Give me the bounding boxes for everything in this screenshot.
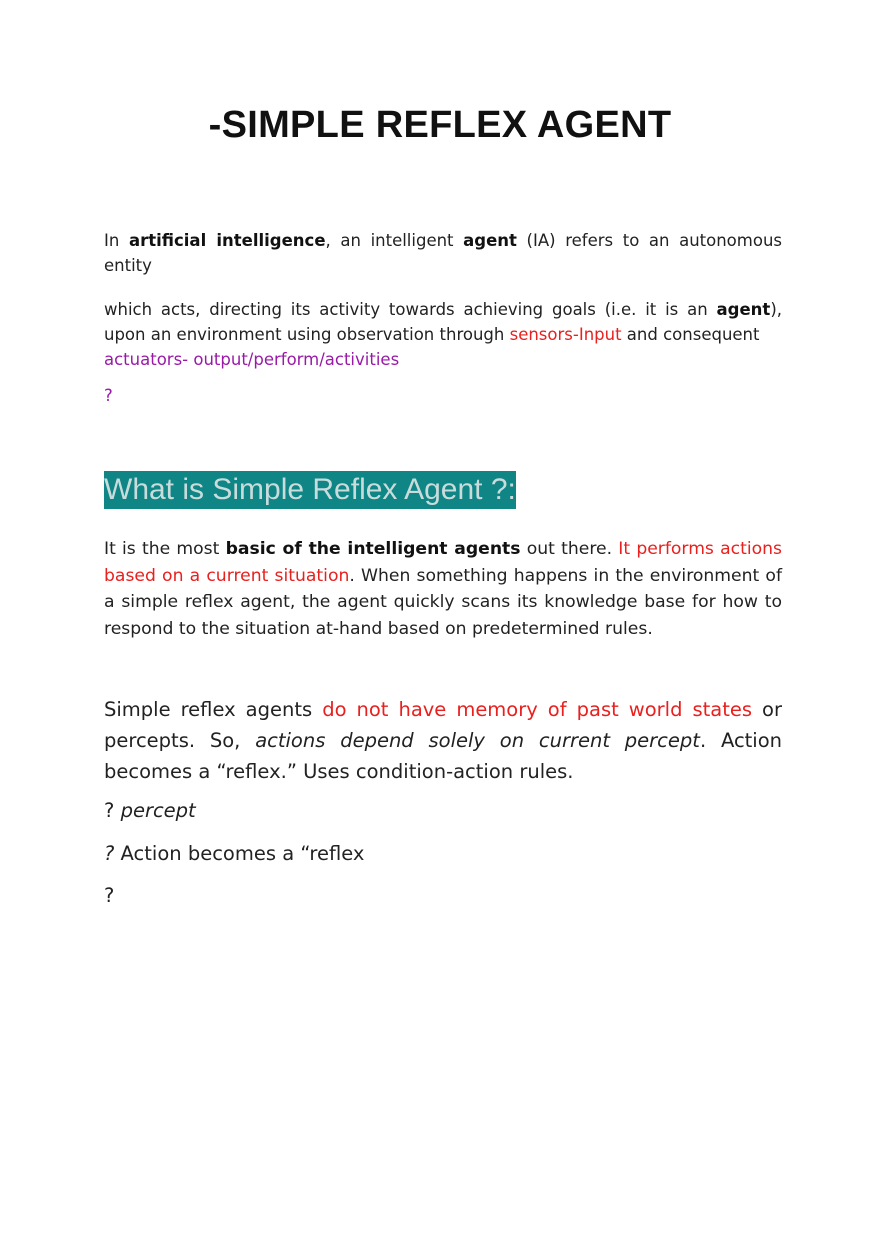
line-action-reflex [104, 840, 364, 868]
intro-paragraph-1 [104, 228, 782, 278]
text-run: ), upon an environment using observation through [104, 300, 782, 344]
line-percept [104, 797, 196, 825]
text-run: Simple reflex agents [104, 698, 323, 721]
text-run: It is the most [104, 539, 226, 559]
italic-current-percept: actions depend solely on current percept [255, 729, 700, 752]
bold-term-artificial-intelligence: artificial intelligence [128, 231, 326, 250]
text-run: . When something happens in the environment of a simple reflex agent, the agent quickly scans its knowledge base for how to respond to the situation at-hand based on predetermined rules. [104, 565, 782, 639]
line-question-mark: ? [104, 884, 115, 907]
highlight-current-situation: It performs actions based on a current situation [104, 539, 782, 586]
text-run: out there. [520, 539, 619, 559]
text-run: or percepts. So, [104, 698, 782, 752]
question-mark: ? [104, 386, 113, 405]
bold-term-agent: agent [716, 300, 771, 319]
text-run: Action becomes a “reflex [114, 842, 365, 865]
text-run: In [104, 231, 129, 250]
body-paragraph-2 [104, 694, 782, 787]
text-run: and consequent [621, 325, 760, 344]
highlight-actuators-output: actuators- output/perform/activities [104, 350, 400, 369]
italic-percept: percept [120, 799, 196, 822]
highlight-sensors-input: sensors-Input [509, 325, 622, 344]
bold-term-agent: agent [463, 231, 517, 250]
text-run: , an intelligent [325, 231, 464, 250]
text-run: ? [104, 799, 121, 822]
text-run: which acts, directing its activity towards achieving goals (i.e. it is an [104, 300, 717, 319]
bold-term-basic-agents: basic of the intelligent agents [225, 539, 521, 559]
section-heading: What is Simple Reflex Agent ?: [104, 471, 516, 509]
text-run: . Action becomes a “reflex.” Uses condition-action rules. [104, 729, 783, 783]
page-title: -SIMPLE REFLEX AGENT [208, 104, 672, 146]
text-run: ? [104, 842, 115, 865]
intro-paragraph-2 [104, 297, 782, 372]
highlight-no-memory: do not have memory of past world states [322, 698, 753, 721]
body-paragraph-1 [104, 536, 782, 642]
text-run: (IA) refers to an autonomous entity [104, 231, 783, 275]
